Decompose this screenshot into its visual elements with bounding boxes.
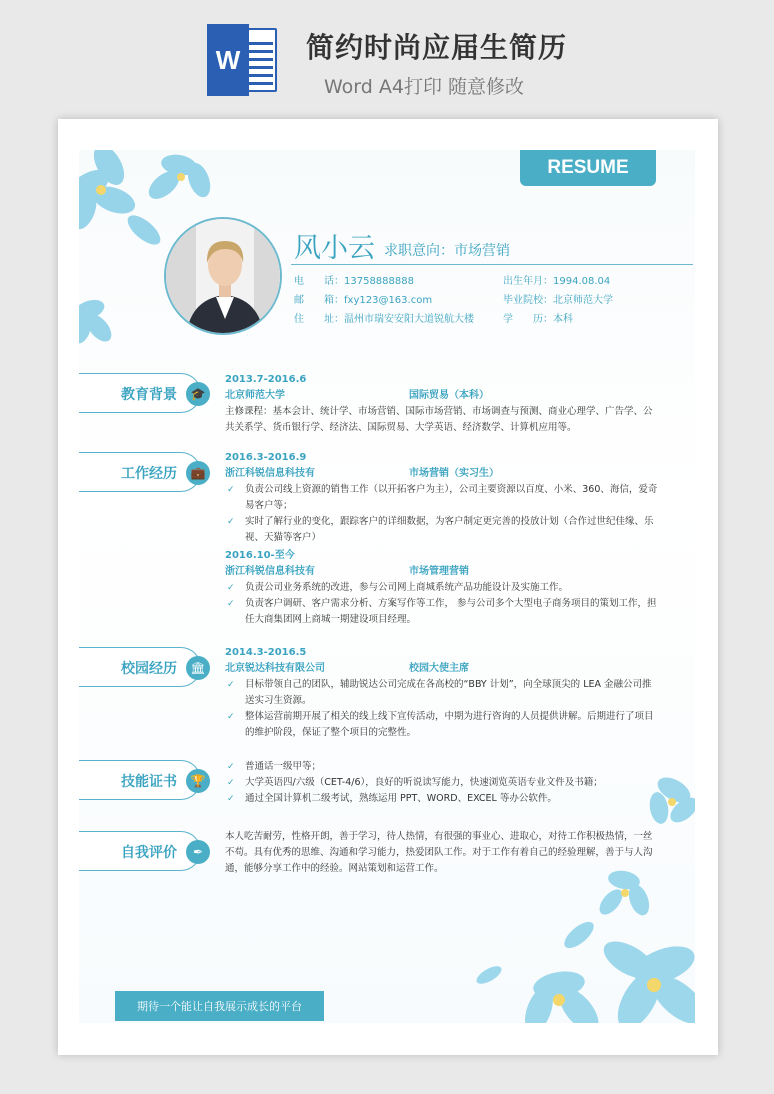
campus-role: 校园大使主席: [409, 663, 469, 674]
education-org: 北京师范大学: [225, 390, 285, 401]
skills-block: [225, 759, 660, 807]
page-header: [0, 0, 774, 118]
avatar: [164, 217, 282, 335]
campus-block: [225, 645, 660, 741]
campus-org: 北京锐达科技有限公司: [225, 663, 325, 674]
page-subtitle: Word A4打印 随意修改: [324, 76, 525, 98]
section-tab-self: [79, 831, 204, 871]
section-label: 工作经历: [121, 466, 177, 482]
section-tab-education: [79, 373, 206, 413]
flower-decoration-left: [79, 290, 134, 350]
pen-icon: ✒: [186, 840, 210, 864]
campus-date: 2014.3-2016.5: [225, 647, 307, 658]
list-item: ✓ 负责公司线上资源的销售工作（以开拓客户为主），公司主要资源以百度、小米、360、海信，爱奇易客户等；: [225, 482, 660, 514]
work-block-2: [225, 548, 660, 628]
word-letter: W: [207, 24, 249, 96]
section-label: 教育背景: [121, 387, 177, 403]
list-item: ✓ 目标带领自己的团队，辅助锐达公司完成在各高校的“BBY 计划”，向全球顶尖的 LEA 金融公司推送实习生资源。: [225, 677, 660, 709]
briefcase-icon: 💼: [186, 461, 210, 485]
section-label: 校园经历: [121, 661, 177, 677]
education-role: 国际贸易（本科）: [409, 390, 489, 401]
list-item: ✓ 实时了解行业的变化，跟踪客户的详细数据，为客户制定更完善的投放计划（合作过世纪佳缘、乐视、天猫等客户）: [225, 514, 660, 546]
section-label: 技能证书: [121, 774, 177, 790]
info-school: 毕业院校：北京师范大学: [503, 295, 613, 306]
work-role: 市场管理营销: [409, 566, 469, 577]
list-item: ✓ 负责客户调研、客户需求分析、方案写作等工作， 参与公司多个大型电子商务项目的策划工作，担任大商集团网上商城一期建设项目经理。: [225, 596, 660, 628]
work-org: 浙江科锐信息科技有: [225, 566, 315, 577]
work-block-1: [225, 450, 660, 546]
divider: [291, 264, 693, 265]
self-text: 本人吃苦耐劳，性格开朗，善于学习，待人热情，有很强的事业心、进取心，对待工作积极热情，一丝不苟。具有优秀的思维、沟通和学习能力，热爱团队工作。对于工作有着自己的经验理解，善于与人沟通，能够分享工作中的经验。网站策划和运营工作。: [225, 831, 653, 874]
education-text: 主修课程：基本会计、统计学、市场营销、国际市场营销、市场调查与预测、商业心理学、广告学、公共关系学、货币银行学、经济法、国际贸易、大学英语、经济数学、计算机应用等。: [225, 406, 653, 433]
education-block: [225, 372, 660, 436]
section-tab-skills: [79, 760, 206, 800]
work-role: 市场营销（实习生）: [409, 468, 499, 479]
info-birth: 出生年月：1994.08.04: [503, 276, 611, 287]
info-email: 邮 箱：fxy123@163.com: [294, 295, 433, 306]
resume-paper: [58, 119, 718, 1055]
footer-slogan: 期待一个能让自我展示成长的平台: [115, 991, 324, 1021]
self-block: [225, 829, 660, 877]
graduation-cap-icon: 🎓: [186, 382, 210, 406]
section-tab-work: [79, 452, 206, 492]
info-address: 住 址：温州市瑞安安阳大道锐航大楼: [294, 314, 474, 325]
trophy-icon: 🏆: [186, 769, 210, 793]
list-item: ✓ 负责公司业务系统的改进，参与公司网上商城系统产品功能设计及实施工作。: [225, 580, 660, 596]
list-item: ✓ 普通话一级甲等；: [225, 759, 660, 775]
word-icon: [207, 24, 279, 96]
building-icon: 🏛: [186, 656, 210, 680]
job-intent: 求职意向：市场营销: [384, 243, 510, 259]
section-tab-campus: [79, 647, 206, 687]
list-item: ✓ 大学英语四/六级（CET-4/6），良好的听说读写能力，快速浏览英语专业文件及书籍；: [225, 775, 660, 791]
section-label: 自我评价: [121, 845, 177, 861]
info-phone: 电 话：13758888888: [294, 276, 414, 287]
list-item: ✓ 整体运营前期开展了相关的线上线下宣传活动，中期为进行咨询的人员提供讲解。后期进行了项目的维护阶段，保证了整个项目的完整性。: [225, 709, 660, 741]
education-date: 2013.7-2016.6: [225, 374, 307, 385]
list-item: ✓ 通过全国计算机二级考试，熟练运用 PPT、WORD、EXCEL 等办公软件。: [225, 791, 660, 807]
resume-tab: RESUME: [520, 150, 656, 186]
info-degree: 学 历：本科: [503, 314, 573, 325]
work-date: 2016.3-2016.9: [225, 452, 307, 463]
page-title: 简约时尚应届生简历: [306, 31, 568, 64]
candidate-name: 风小云: [294, 233, 375, 264]
resume-sheet: [79, 150, 695, 1023]
work-date: 2016.10-至今: [225, 550, 295, 561]
work-org: 浙江科锐信息科技有: [225, 468, 315, 479]
